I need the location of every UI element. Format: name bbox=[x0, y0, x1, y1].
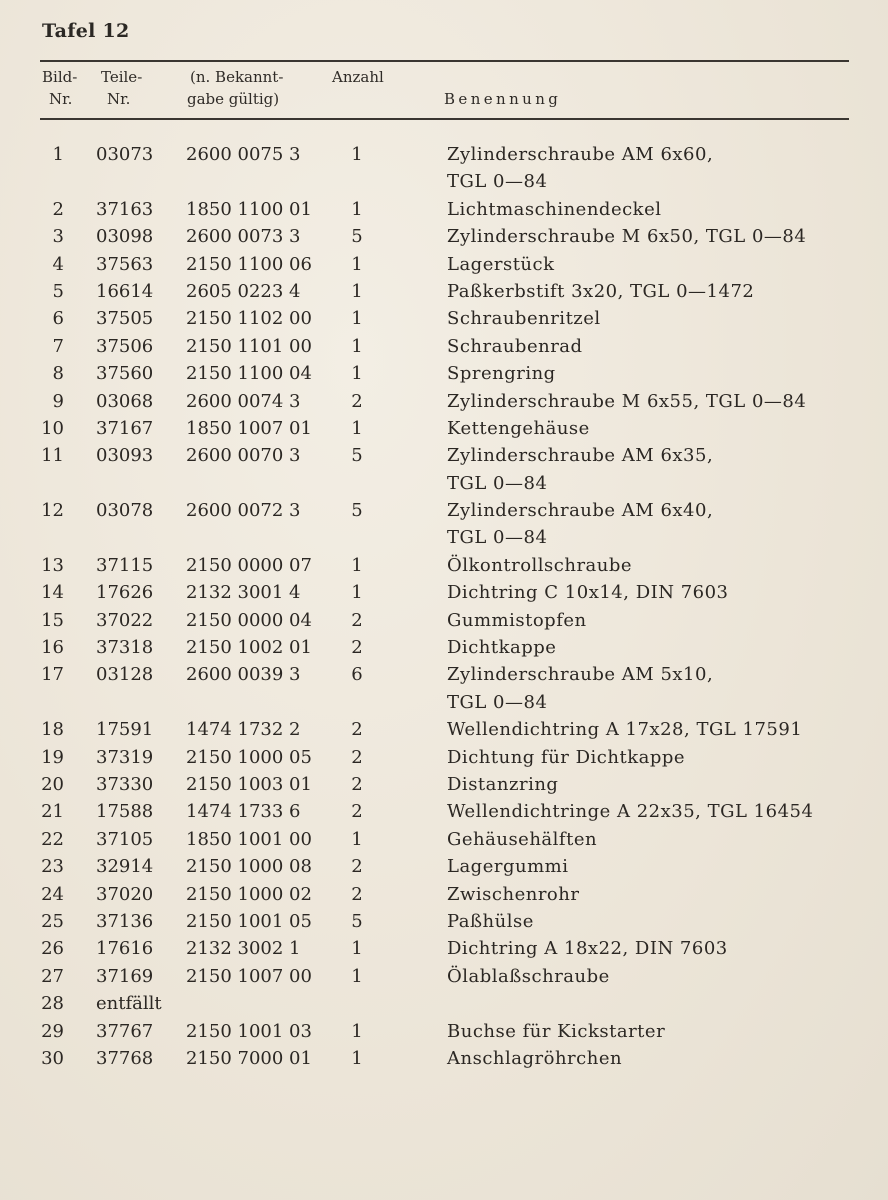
bekanntgabe-nr-cell: 2150 1001 05 bbox=[186, 910, 312, 932]
bild-nr-cell: 11 bbox=[41, 445, 64, 467]
table-row bbox=[0, 661, 888, 688]
teile-nr-cell: 17626 bbox=[96, 582, 154, 604]
anzahl-cell: 1 bbox=[351, 1020, 363, 1042]
bild-nr-cell: 28 bbox=[41, 993, 64, 1015]
bekanntgabe-nr-cell: 1850 1001 00 bbox=[186, 828, 312, 850]
anzahl-cell: 1 bbox=[351, 417, 363, 439]
benennung-cell: Zylinderschraube AM 6x35, bbox=[447, 445, 714, 467]
benennung-cell: Paßkerbstift 3x20, TGL 0—1472 bbox=[447, 280, 755, 302]
teile-nr-cell: 37330 bbox=[96, 773, 154, 795]
anzahl-cell: 6 bbox=[351, 664, 363, 686]
bekanntgabe-nr-cell: 1474 1733 6 bbox=[186, 801, 301, 823]
benennung-cell: Schraubenrad bbox=[447, 335, 583, 357]
bild-nr-cell: 9 bbox=[52, 390, 64, 412]
benennung-cell: Gehäusehälften bbox=[447, 828, 598, 850]
teile-nr-cell: 03128 bbox=[96, 664, 154, 686]
benennung-cell: Zylinderschraube AM 6x40, bbox=[447, 500, 714, 522]
header-benennung: Benennung bbox=[444, 90, 562, 108]
anzahl-cell: 1 bbox=[351, 582, 363, 604]
bekanntgabe-nr-cell: 2150 1100 06 bbox=[186, 253, 312, 275]
benennung-continuation-cell: TGL 0—84 bbox=[447, 527, 548, 549]
bekanntgabe-nr-cell: 2150 1000 08 bbox=[186, 856, 312, 878]
table-row bbox=[0, 552, 888, 579]
bekanntgabe-nr-cell: 2600 0073 3 bbox=[186, 226, 301, 248]
anzahl-cell: 5 bbox=[351, 500, 363, 522]
benennung-cell: Wellendichtring A 17x28, TGL 17591 bbox=[447, 719, 803, 741]
anzahl-cell: 2 bbox=[351, 773, 363, 795]
table-row-continuation bbox=[0, 524, 888, 551]
bekanntgabe-nr-cell: 2600 0039 3 bbox=[186, 664, 301, 686]
teile-nr-cell: 37136 bbox=[96, 910, 154, 932]
header-bild-line2: Nr. bbox=[49, 90, 73, 108]
bild-nr-cell: 29 bbox=[41, 1020, 64, 1042]
anzahl-cell: 2 bbox=[351, 390, 363, 412]
teile-nr-cell: 17591 bbox=[96, 719, 154, 741]
bekanntgabe-nr-cell: 2150 1002 01 bbox=[186, 637, 312, 659]
table-row bbox=[0, 853, 888, 880]
bekanntgabe-nr-cell: 2150 1007 00 bbox=[186, 965, 312, 987]
table-row bbox=[0, 1045, 888, 1072]
anzahl-cell: 2 bbox=[351, 856, 363, 878]
anzahl-cell: 1 bbox=[351, 938, 363, 960]
teile-nr-cell: 37767 bbox=[96, 1020, 154, 1042]
bekanntgabe-nr-cell: 2132 3001 4 bbox=[186, 582, 301, 604]
header-bekanntgabe-line1: (n. Bekannt- bbox=[190, 68, 284, 86]
header-teile-line1: Teile- bbox=[101, 68, 143, 86]
header-bottom-rule bbox=[40, 118, 849, 120]
teile-nr-cell: 37167 bbox=[96, 417, 154, 439]
table-row bbox=[0, 579, 888, 606]
bild-nr-cell: 26 bbox=[41, 938, 64, 960]
anzahl-cell: 1 bbox=[351, 1047, 363, 1069]
benennung-cell: Buchse für Kickstarter bbox=[447, 1020, 666, 1042]
teile-nr-cell: 32914 bbox=[96, 856, 154, 878]
table-row-continuation bbox=[0, 470, 888, 497]
benennung-cell: Zylinderschraube M 6x50, TGL 0—84 bbox=[447, 226, 807, 248]
bild-nr-cell: 14 bbox=[41, 582, 64, 604]
benennung-cell: Zwischenrohr bbox=[447, 883, 580, 905]
teile-nr-cell: 37560 bbox=[96, 363, 154, 385]
table-row bbox=[0, 963, 888, 990]
table-row bbox=[0, 935, 888, 962]
anzahl-cell: 5 bbox=[351, 445, 363, 467]
bekanntgabe-nr-cell: 1850 1007 01 bbox=[186, 417, 312, 439]
bild-nr-cell: 3 bbox=[52, 226, 64, 248]
parts-list bbox=[0, 141, 888, 1072]
bild-nr-cell: 5 bbox=[52, 280, 64, 302]
bild-nr-cell: 25 bbox=[41, 910, 64, 932]
anzahl-cell: 1 bbox=[351, 828, 363, 850]
bild-nr-cell: 18 bbox=[41, 719, 64, 741]
bekanntgabe-nr-cell: 2150 1000 05 bbox=[186, 746, 312, 768]
bild-nr-cell: 7 bbox=[52, 335, 64, 357]
benennung-continuation-cell: TGL 0—84 bbox=[447, 691, 548, 713]
bild-nr-cell: 8 bbox=[52, 363, 64, 385]
anzahl-cell: 1 bbox=[351, 144, 363, 165]
teile-nr-cell: 03068 bbox=[96, 390, 154, 412]
table-row bbox=[0, 223, 888, 250]
anzahl-cell: 1 bbox=[351, 554, 363, 576]
table-row bbox=[0, 771, 888, 798]
anzahl-cell: 1 bbox=[351, 198, 363, 220]
table-row bbox=[0, 442, 888, 469]
teile-nr-cell: 37020 bbox=[96, 883, 154, 905]
benennung-continuation-cell: TGL 0—84 bbox=[447, 472, 548, 494]
bekanntgabe-nr-cell: 1850 1100 01 bbox=[186, 198, 312, 220]
anzahl-cell: 2 bbox=[351, 637, 363, 659]
bekanntgabe-nr-cell: 2150 7000 01 bbox=[186, 1047, 312, 1069]
bild-nr-cell: 20 bbox=[41, 773, 64, 795]
anzahl-cell: 2 bbox=[351, 609, 363, 631]
table-row bbox=[0, 251, 888, 278]
teile-nr-cell: 37163 bbox=[96, 198, 154, 220]
anzahl-cell: 1 bbox=[351, 253, 363, 275]
benennung-cell: Schraubenritzel bbox=[447, 308, 601, 330]
bild-nr-cell: 10 bbox=[41, 417, 64, 439]
bekanntgabe-nr-cell: 2150 1000 02 bbox=[186, 883, 312, 905]
benennung-cell: Distanzring bbox=[447, 773, 559, 795]
benennung-cell: Lagergummi bbox=[447, 856, 569, 878]
benennung-cell: Dichtring C 10x14, DIN 7603 bbox=[447, 582, 729, 604]
teile-nr-cell: 37169 bbox=[96, 965, 154, 987]
anzahl-cell: 1 bbox=[351, 335, 363, 357]
header-bild-line1: Bild- bbox=[42, 68, 78, 86]
bild-nr-cell: 21 bbox=[41, 801, 64, 823]
bild-nr-cell: 19 bbox=[41, 746, 64, 768]
bild-nr-cell: 4 bbox=[52, 253, 64, 275]
bild-nr-cell: 1 bbox=[52, 144, 64, 165]
bild-nr-cell: 15 bbox=[41, 609, 64, 631]
bild-nr-cell: 6 bbox=[52, 308, 64, 330]
benennung-cell: Kettengehäuse bbox=[447, 417, 590, 439]
bild-nr-cell: 13 bbox=[41, 554, 64, 576]
bild-nr-cell: 30 bbox=[41, 1047, 64, 1069]
teile-nr-cell: 16614 bbox=[96, 280, 154, 302]
bekanntgabe-nr-cell: 1474 1732 2 bbox=[186, 719, 301, 741]
bekanntgabe-nr-cell: 2150 1100 04 bbox=[186, 363, 312, 385]
bekanntgabe-nr-cell: 2600 0070 3 bbox=[186, 445, 301, 467]
bekanntgabe-nr-cell: 2600 0075 3 bbox=[186, 144, 301, 165]
table-row bbox=[0, 360, 888, 387]
teile-nr-cell: 03093 bbox=[96, 445, 154, 467]
header-anzahl: Anzahl bbox=[332, 68, 384, 86]
teile-nr-cell: 37563 bbox=[96, 253, 154, 275]
table-row-continuation bbox=[0, 168, 888, 195]
table-row bbox=[0, 990, 888, 1017]
table-row bbox=[0, 415, 888, 442]
bild-nr-cell: 27 bbox=[41, 965, 64, 987]
bekanntgabe-nr-cell: 2600 0074 3 bbox=[186, 390, 301, 412]
bekanntgabe-nr-cell: 2605 0223 4 bbox=[186, 280, 301, 302]
bild-nr-cell: 23 bbox=[41, 856, 64, 878]
benennung-cell: Gummistopfen bbox=[447, 609, 587, 631]
table-row bbox=[0, 744, 888, 771]
teile-nr-cell: 37115 bbox=[96, 554, 154, 576]
anzahl-cell: 2 bbox=[351, 883, 363, 905]
benennung-cell: Dichtkappe bbox=[447, 637, 557, 659]
table-row bbox=[0, 1018, 888, 1045]
header-top-rule bbox=[40, 60, 849, 62]
bekanntgabe-nr-cell: 2150 0000 04 bbox=[186, 609, 312, 631]
table-row bbox=[0, 634, 888, 661]
table-row bbox=[0, 497, 888, 524]
table-row bbox=[0, 278, 888, 305]
anzahl-cell: 1 bbox=[351, 308, 363, 330]
benennung-cell: Dichtring A 18x22, DIN 7603 bbox=[447, 938, 728, 960]
benennung-cell: Zylinderschraube M 6x55, TGL 0—84 bbox=[447, 390, 807, 412]
bild-nr-cell: 24 bbox=[41, 883, 64, 905]
bild-nr-cell: 22 bbox=[41, 828, 64, 850]
table-row bbox=[0, 141, 888, 168]
table-row-continuation bbox=[0, 689, 888, 716]
bekanntgabe-nr-cell: 2132 3002 1 bbox=[186, 938, 301, 960]
bekanntgabe-nr-cell: 2150 1003 01 bbox=[186, 773, 312, 795]
bekanntgabe-nr-cell: 2150 0000 07 bbox=[186, 554, 312, 576]
teile-nr-cell: 17616 bbox=[96, 938, 154, 960]
teile-nr-cell: 03078 bbox=[96, 500, 154, 522]
bild-nr-cell: 16 bbox=[41, 637, 64, 659]
table-row bbox=[0, 826, 888, 853]
teile-nr-cell: 37768 bbox=[96, 1047, 154, 1069]
teile-nr-cell: 37505 bbox=[96, 308, 154, 330]
page-title: Tafel 12 bbox=[42, 20, 130, 42]
benennung-cell: Zylinderschraube AM 5x10, bbox=[447, 664, 714, 686]
benennung-cell: Sprengring bbox=[447, 363, 556, 385]
table-row bbox=[0, 388, 888, 415]
benennung-cell: Ölablaßschraube bbox=[447, 965, 610, 987]
benennung-cell: Wellendichtringe A 22x35, TGL 16454 bbox=[447, 801, 814, 823]
header-teile-line2: Nr. bbox=[107, 90, 131, 108]
teile-nr-cell: 37506 bbox=[96, 335, 154, 357]
teile-nr-cell: 37022 bbox=[96, 609, 154, 631]
benennung-continuation-cell: TGL 0—84 bbox=[447, 171, 548, 193]
table-row bbox=[0, 798, 888, 825]
benennung-cell: Zylinderschraube AM 6x60, bbox=[447, 144, 714, 165]
bekanntgabe-nr-cell: 2600 0072 3 bbox=[186, 500, 301, 522]
anzahl-cell: 5 bbox=[351, 910, 363, 932]
table-row bbox=[0, 333, 888, 360]
bekanntgabe-nr-cell: 2150 1001 03 bbox=[186, 1020, 312, 1042]
teile-nr-cell: 03098 bbox=[96, 226, 154, 248]
teile-nr-cell: 37105 bbox=[96, 828, 154, 850]
benennung-cell: Ölkontrollschraube bbox=[447, 554, 633, 576]
benennung-cell: Anschlagröhrchen bbox=[447, 1047, 623, 1069]
bild-nr-cell: 17 bbox=[41, 664, 64, 686]
anzahl-cell: 1 bbox=[351, 965, 363, 987]
benennung-cell: Paßhülse bbox=[447, 910, 534, 932]
benennung-cell: Lagerstück bbox=[447, 253, 555, 275]
teile-nr-cell: 03073 bbox=[96, 144, 154, 165]
anzahl-cell: 1 bbox=[351, 363, 363, 385]
bild-nr-cell: 2 bbox=[52, 198, 64, 220]
teile-nr-cell: 37318 bbox=[96, 637, 154, 659]
table-row bbox=[0, 196, 888, 223]
anzahl-cell: 2 bbox=[351, 719, 363, 741]
bekanntgabe-nr-cell: 2150 1101 00 bbox=[186, 335, 312, 357]
teile-nr-cell: 17588 bbox=[96, 801, 154, 823]
table-row bbox=[0, 881, 888, 908]
benennung-cell: Lichtmaschinendeckel bbox=[447, 198, 662, 220]
teile-nr-cell: entfällt bbox=[96, 993, 162, 1015]
bild-nr-cell: 12 bbox=[41, 500, 64, 522]
table-row bbox=[0, 305, 888, 332]
benennung-cell: Dichtung für Dichtkappe bbox=[447, 746, 686, 768]
anzahl-cell: 2 bbox=[351, 801, 363, 823]
table-row bbox=[0, 607, 888, 634]
header-bekanntgabe-line2: gabe gültig) bbox=[187, 90, 280, 108]
anzahl-cell: 2 bbox=[351, 746, 363, 768]
bekanntgabe-nr-cell: 2150 1102 00 bbox=[186, 308, 312, 330]
anzahl-cell: 1 bbox=[351, 280, 363, 302]
anzahl-cell: 5 bbox=[351, 226, 363, 248]
table-row bbox=[0, 716, 888, 743]
table-row bbox=[0, 908, 888, 935]
teile-nr-cell: 37319 bbox=[96, 746, 154, 768]
